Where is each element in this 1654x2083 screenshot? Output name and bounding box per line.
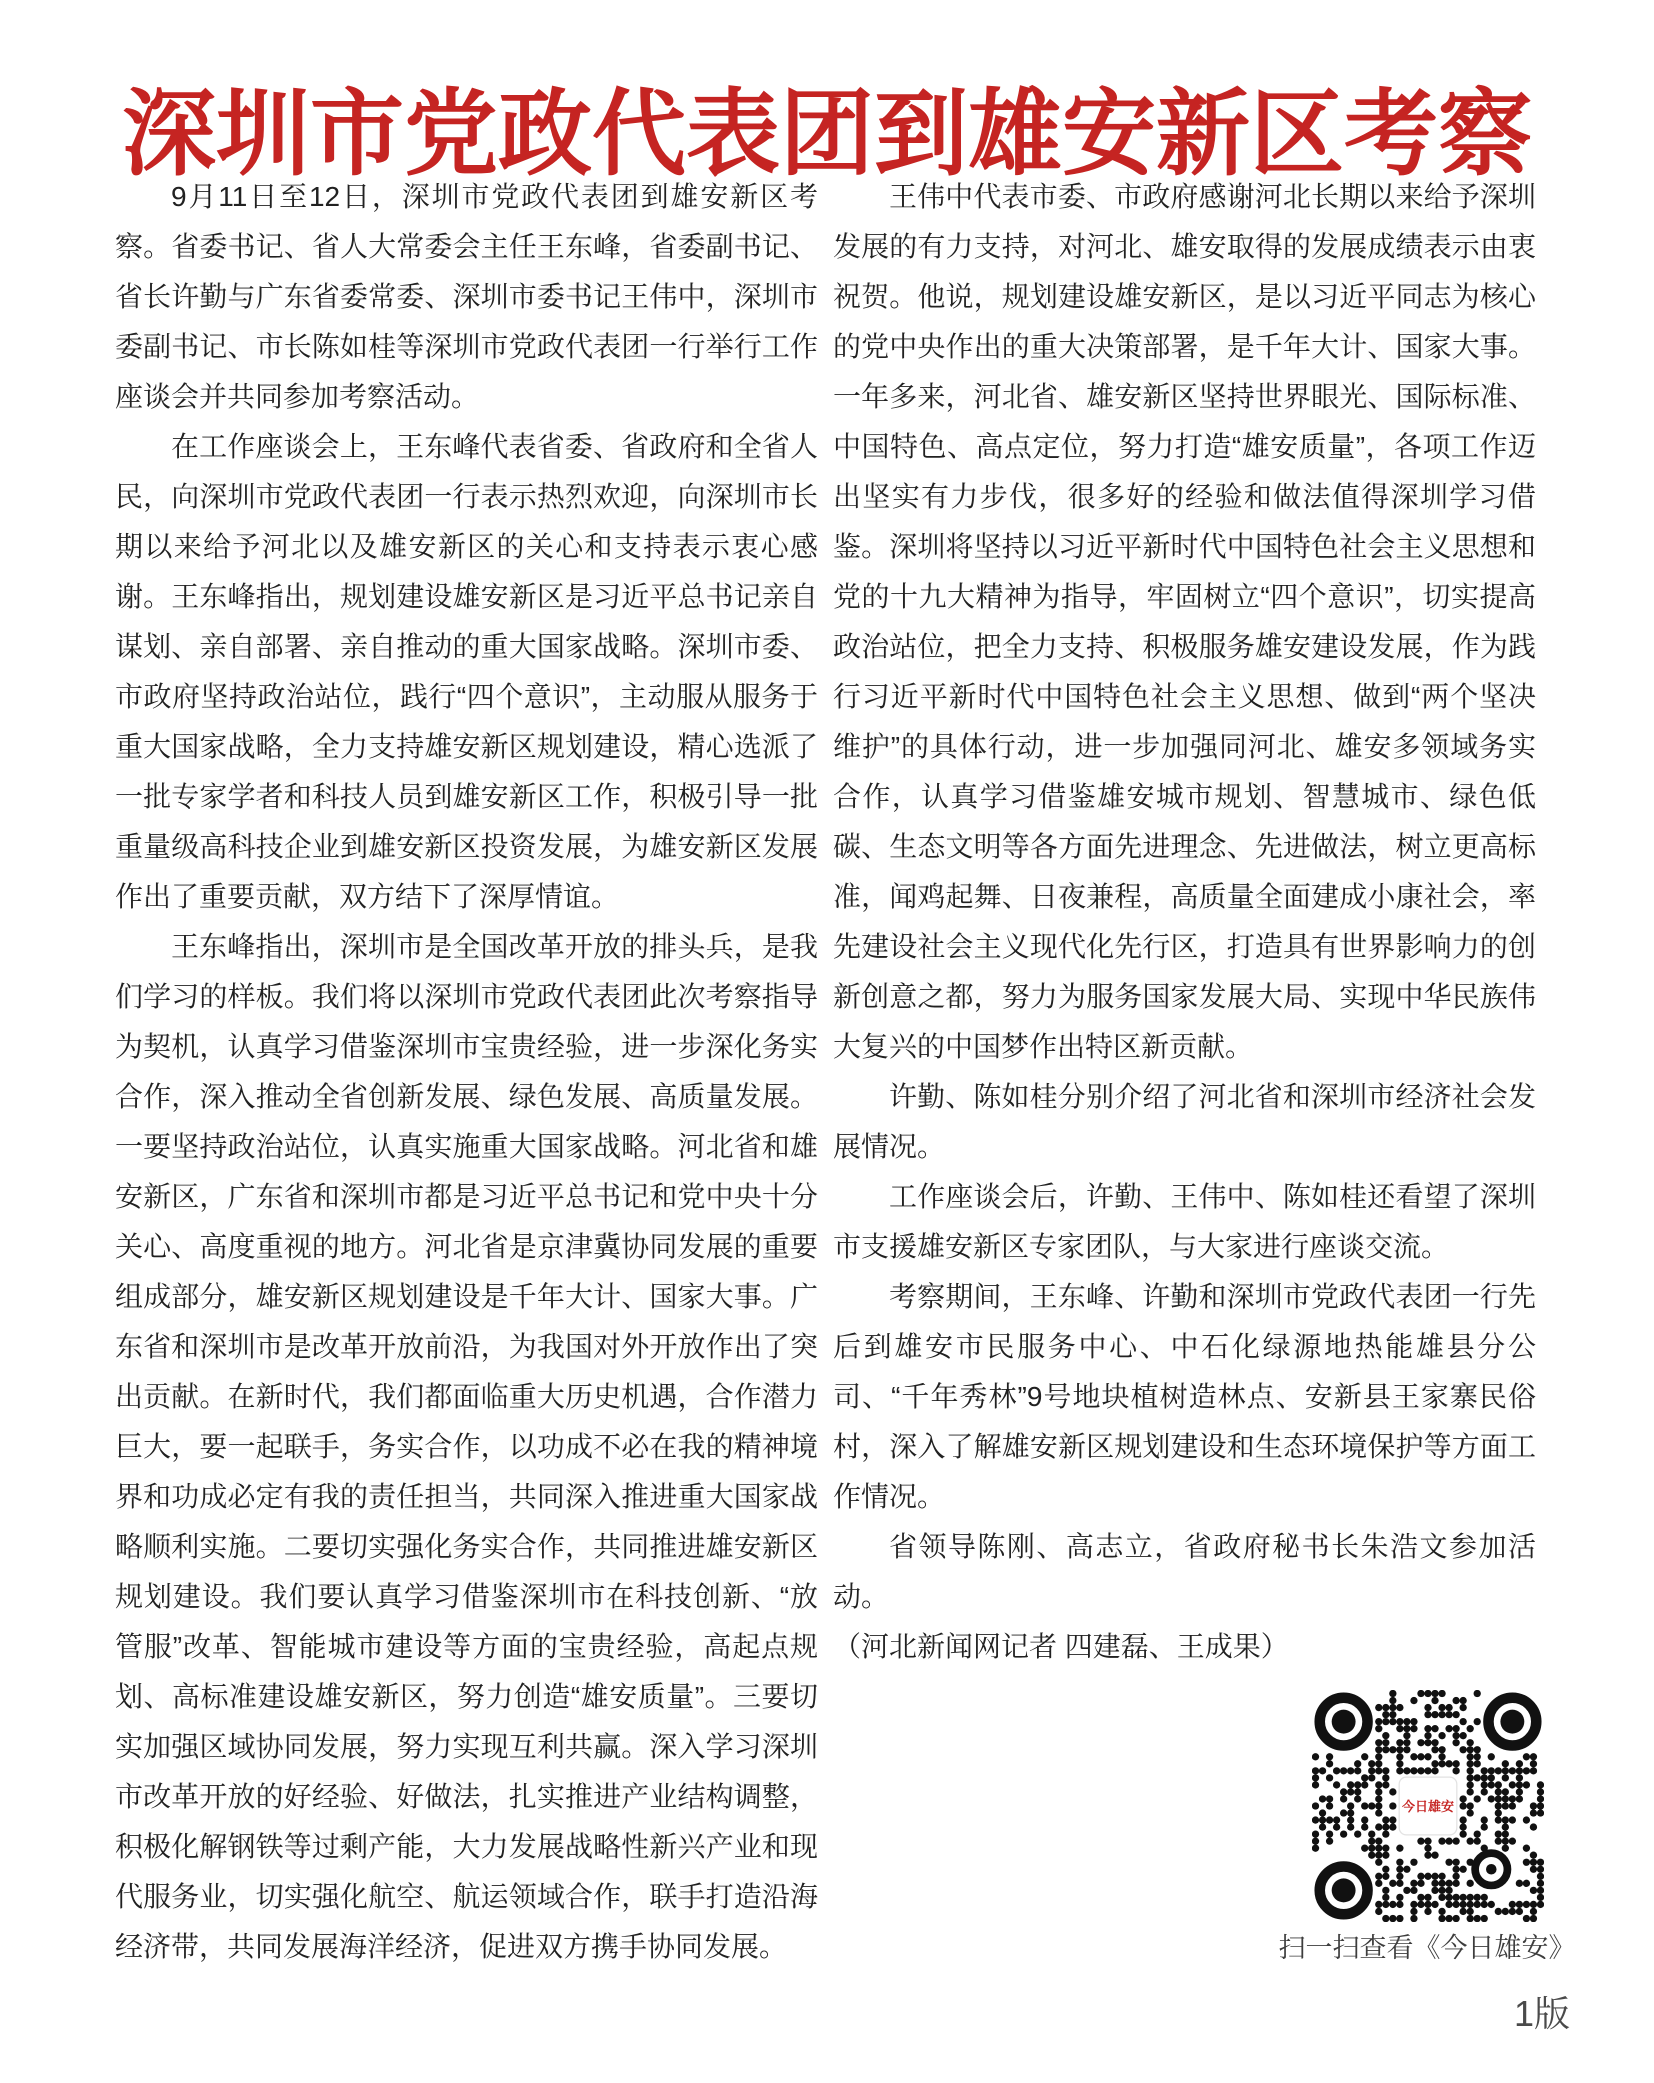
article-paragraph: 考察期间，王东峰、许勤和深圳市党政代表团一行先后到雄安市民服务中心、中石化绿源地热能雄县分公司、“千年秀林”9号地块植树造林点、安新县王家寨民俗村，深入了解雄安新区规划建设和生态环境保护等方面工作情况。 — [833, 1281, 1536, 1512]
qr-finder-top-right — [1488, 1698, 1536, 1746]
qr-caption: 扫一扫查看《今日雄安》 — [1278, 1933, 1576, 1963]
qr-logo-text: 今日雄安 — [1401, 1798, 1455, 1814]
article-paragraph: 王伟中代表市委、市政府感谢河北长期以来给予深圳发展的有力支持，对河北、雄安取得的发展成绩表示由衷祝贺。他说，规划建设雄安新区，是以习近平同志为核心的党中央作出的重大决策部署，是千年大计、国家大事。一年多来，河北省、雄安新区坚持世界眼光、国际标准、中国特色、高点定位，努力打造“雄安质量”，各项工作迈出坚实有力步伐，很多好的经验和做法值得深圳学习借鉴。深圳将坚持以习近平新时代中国特色社会主义思想和党的十九大精神为指导，牢固树立“四个意识”，切实提高政治站位，把全力支持、积极服务雄安建设发展，作为践行习近平新时代中国特色社会主义思想、做到“两个坚决维护”的具体行动，进一步加强同河北、雄安多领域务实合作，认真学习借鉴雄安城市规划、智慧城市、绿色低碳、生态文明等各方面先进理念、先进做法，树立更高标准，闻鸡起舞、日夜兼程，高质量全面建成小康社会，率先建设社会主义现代化先行区，打造具有世界影响力的创新创意之都，努力为服务国家发展大局、实现中华民族伟大复兴的中国梦作出特区新贡献。 — [833, 181, 1536, 1062]
qr-alignment-pattern — [1475, 1853, 1507, 1885]
article-paragraph: 工作座谈会后，许勤、王伟中、陈如桂还看望了深圳市支援雄安新区专家团队，与大家进行座谈交流。 — [833, 1181, 1536, 1262]
article-paragraph: 许勤、陈如桂分别介绍了河北省和深圳市经济社会发展情况。 — [833, 1081, 1536, 1162]
qr-code — [1312, 1690, 1544, 1922]
qr-finder-top-left — [1320, 1698, 1368, 1746]
page-title: 深圳市党政代表团到雄安新区考察 — [121, 82, 1532, 187]
article-left-column — [115, 172, 818, 1972]
article-paragraph: 9月11日至12日，深圳市党政代表团到雄安新区考察。省委书记、省人大常委会主任王东峰，省委副书记、省长许勤与广东省委常委、深圳市委书记王伟中，深圳市委副书记、市长陈如桂等深圳市党政代表团一行举行工作座谈会并共同参加考察活动。 — [115, 181, 818, 412]
page-number: 1版 — [1513, 1993, 1570, 2034]
qr-logo — [1399, 1777, 1457, 1835]
qr-finder-bottom-left — [1320, 1866, 1368, 1914]
article-paragraph: 在工作座谈会上，王东峰代表省委、省政府和全省人民，向深圳市党政代表团一行表示热烈欢迎，向深圳市长期以来给予河北以及雄安新区的关心和支持表示衷心感谢。王东峰指出，规划建设雄安新区是习近平总书记亲自谋划、亲自部署、亲自推动的重大国家战略。深圳市委、市政府坚持政治站位，践行“四个意识”，主动服从服务于重大国家战略，全力支持雄安新区规划建设，精心选派了一批专家学者和科技人员到雄安新区工作，积极引导一批重量级高科技企业到雄安新区投资发展，为雄安新区发展作出了重要贡献，双方结下了深厚情谊。 — [115, 431, 818, 912]
article-paragraph: 省领导陈刚、高志立，省政府秘书长朱浩文参加活动。 — [833, 1531, 1536, 1612]
article-byline: （河北新闻网记者 四建磊、王成果） — [833, 1631, 1289, 1662]
article-paragraph: 王东峰指出，深圳市是全国改革开放的排头兵，是我们学习的样板。我们将以深圳市党政代表团此次考察指导为契机，认真学习借鉴深圳市宝贵经验，进一步深化务实合作，深入推动全省创新发展、绿色发展、高质量发展。一要坚持政治站位，认真实施重大国家战略。河北省和雄安新区，广东省和深圳市都是习近平总书记和党中央十分关心、高度重视的地方。河北省是京津冀协同发展的重要组成部分，雄安新区规划建设是千年大计、国家大事。广东省和深圳市是改革开放前沿，为我国对外开放作出了突出贡献。在新时代，我们都面临重大历史机遇，合作潜力巨大，要一起联手，务实合作，以功成不必在我的精神境界和功成必定有我的责任担当，共同深入推进重大国家战略顺利实施。二要切实强化务实合作，共同推进雄安新区规划建设。我们要认真学习借鉴深圳市在科技创新、“放管服”改革、智能城市建设等方面的宝贵经验，高起点规划、高标准建设雄安新区，努力创造“雄安质量”。三要切实加强区域协同发展，努力实现互利共赢。深入学习深圳市改革开放的好经验、好做法，扎实推进产业结构调整，积极化解钢铁等过剩产能，大力发展战略性新兴产业和现代服务业，切实强化航空、航运领域合作，联手打造沿海经济带，共同发展海洋经济，促进双方携手协同发展。 — [115, 931, 818, 1962]
